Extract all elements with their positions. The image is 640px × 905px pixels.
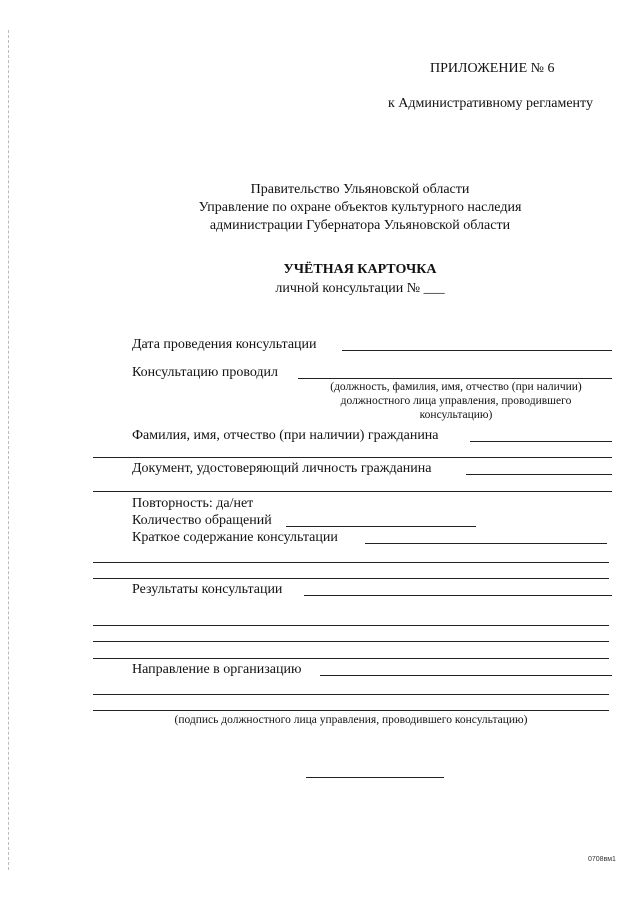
field-results-line[interactable] [304,595,612,596]
field-results-line-4[interactable] [93,658,609,659]
field-citizen-name-line[interactable] [470,441,612,442]
field-results-label: Результаты консультации [132,582,283,597]
org-line-3: администрации Губернатора Ульяновской области [209,218,511,233]
field-referral-line-3[interactable] [93,710,609,711]
card-subtitle: личной консультации № ___ [275,281,445,296]
org-line-1: Правительство Ульяновской области [250,182,470,197]
appendix-number: ПРИЛОЖЕНИЕ № 6 [430,61,555,76]
signature-note: (подпись должностного лица управления, проводившего консультацию) [174,714,528,726]
field-date-line[interactable] [342,350,612,351]
field-citizen-name-label: Фамилия, имя, отчество (при наличии) гражданина [132,428,439,443]
footer-code: 0708вм1 [588,856,616,863]
field-appeals-count-line[interactable] [286,526,476,527]
field-referral-line-2[interactable] [93,694,609,695]
field-conducted-by-label: Консультацию проводил [132,365,279,380]
field-id-document-line-2[interactable] [93,491,612,492]
field-summary-line-2[interactable] [93,562,609,563]
field-citizen-name-line-2[interactable] [93,457,612,458]
field-referral-line[interactable] [320,675,612,676]
conducted-by-note-1: (должность, фамилия, имя, отчество (при наличии) [330,381,582,393]
field-results-line-2[interactable] [93,625,609,626]
field-results-line-3[interactable] [93,641,609,642]
field-summary-label: Краткое содержание консультации [132,530,338,545]
org-line-2: Управление по охране объектов культурного наследия [198,200,522,215]
field-date-label: Дата проведения консультации [132,337,317,352]
field-summary-line-3[interactable] [93,578,609,579]
field-id-document-line[interactable] [466,474,612,475]
conducted-by-note-2: должностного лица управления, проводившего [340,395,572,407]
field-id-document-label: Документ, удостоверяющий личность гражданина [132,461,432,476]
card-title: УЧЁТНАЯ КАРТОЧКА [283,262,437,277]
appendix-reference: к Административному регламенту [388,96,593,111]
conducted-by-note-3: консультацию) [419,409,493,421]
field-summary-line[interactable] [365,543,607,544]
signature-line[interactable] [306,777,444,778]
field-appeals-count-label: Количество обращений [132,513,272,528]
field-repeat-label: Повторность: да/нет [132,496,254,511]
field-referral-label: Направление в организацию [132,662,302,677]
field-conducted-by-line[interactable] [298,378,612,379]
scan-margin-mark [8,30,10,870]
